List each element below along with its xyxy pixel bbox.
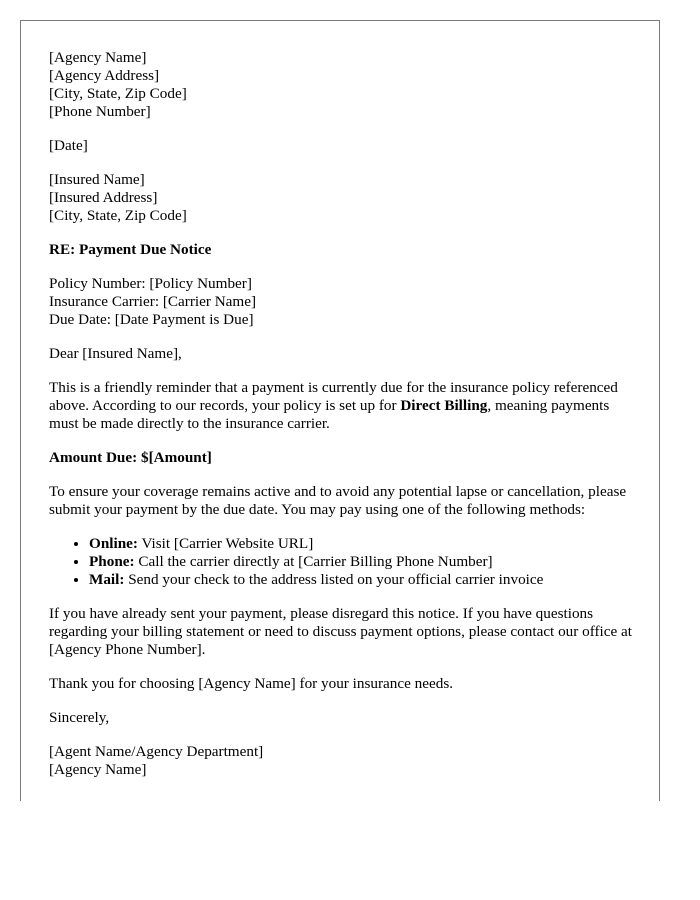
subject-line <box>49 241 639 259</box>
paragraph-reminder-start: This is a friendly reminder that a payment is currently due for the insurance policy referenced above. According to our records, your policy is set up for <box>49 379 618 414</box>
paragraph-reminder <box>49 379 639 433</box>
amount-due-text: Amount Due: $[Amount] <box>49 449 212 466</box>
amount-due-line <box>49 449 639 467</box>
closing: Sincerely, <box>49 709 110 726</box>
letter-content <box>49 49 639 795</box>
recipient-name: [Insured Name] <box>49 171 145 188</box>
signature-agent: [Agent Name/Agency Department] <box>49 743 264 760</box>
method-text: Call the carrier directly at [Carrier Billing Phone Number] <box>134 553 493 570</box>
recipient-address-line: [Insured Address] <box>49 189 158 206</box>
method-text: Visit [Carrier Website URL] <box>137 535 314 552</box>
payment-method-online <box>89 535 639 553</box>
payment-methods-list <box>49 535 639 589</box>
policy-details <box>49 275 639 329</box>
recipient-address <box>49 171 639 225</box>
method-text: Send your check to the address listed on your official carrier invoice <box>124 571 544 588</box>
method-label: Mail: <box>89 571 125 588</box>
method-label: Phone: <box>89 553 135 570</box>
sender-agency-address: [Agency Address] <box>49 67 160 84</box>
due-date: Due Date: [Date Payment is Due] <box>49 311 254 328</box>
paragraph-reminder-end: , meaning payments must be made directly to the insurance carrier. <box>49 397 610 432</box>
sender-phone: [Phone Number] <box>49 103 151 120</box>
insurance-carrier: Insurance Carrier: [Carrier Name] <box>49 293 257 310</box>
payment-method-phone <box>89 553 639 571</box>
direct-billing-text: Direct Billing <box>400 397 488 414</box>
policy-number: Policy Number: [Policy Number] <box>49 275 252 292</box>
signature-block <box>49 743 639 779</box>
paragraph-payment-instructions: To ensure your coverage remains active and to avoid any potential lapse or cancellation, please submit your payment by the due date. You may pay using one of the following methods: <box>49 483 627 518</box>
recipient-city-state-zip: [City, State, Zip Code] <box>49 207 187 224</box>
letter-page <box>20 20 660 801</box>
sender-city-state-zip: [City, State, Zip Code] <box>49 85 187 102</box>
paragraph-thank-you: Thank you for choosing [Agency Name] for your insurance needs. <box>49 675 454 692</box>
letter-date: [Date] <box>49 137 88 154</box>
signature-agency: [Agency Name] <box>49 761 147 778</box>
sender-agency-name: [Agency Name] <box>49 49 147 66</box>
payment-method-mail <box>89 571 639 589</box>
sender-address <box>49 49 639 121</box>
salutation: Dear [Insured Name], <box>49 345 182 362</box>
method-label: Online: <box>89 535 138 552</box>
subject-text: RE: Payment Due Notice <box>49 241 212 258</box>
paragraph-disregard: If you have already sent your payment, please disregard this notice. If you have questions regarding your billing statement or need to discuss payment options, please contact our office at [Agency Phone Number]. <box>49 605 633 658</box>
